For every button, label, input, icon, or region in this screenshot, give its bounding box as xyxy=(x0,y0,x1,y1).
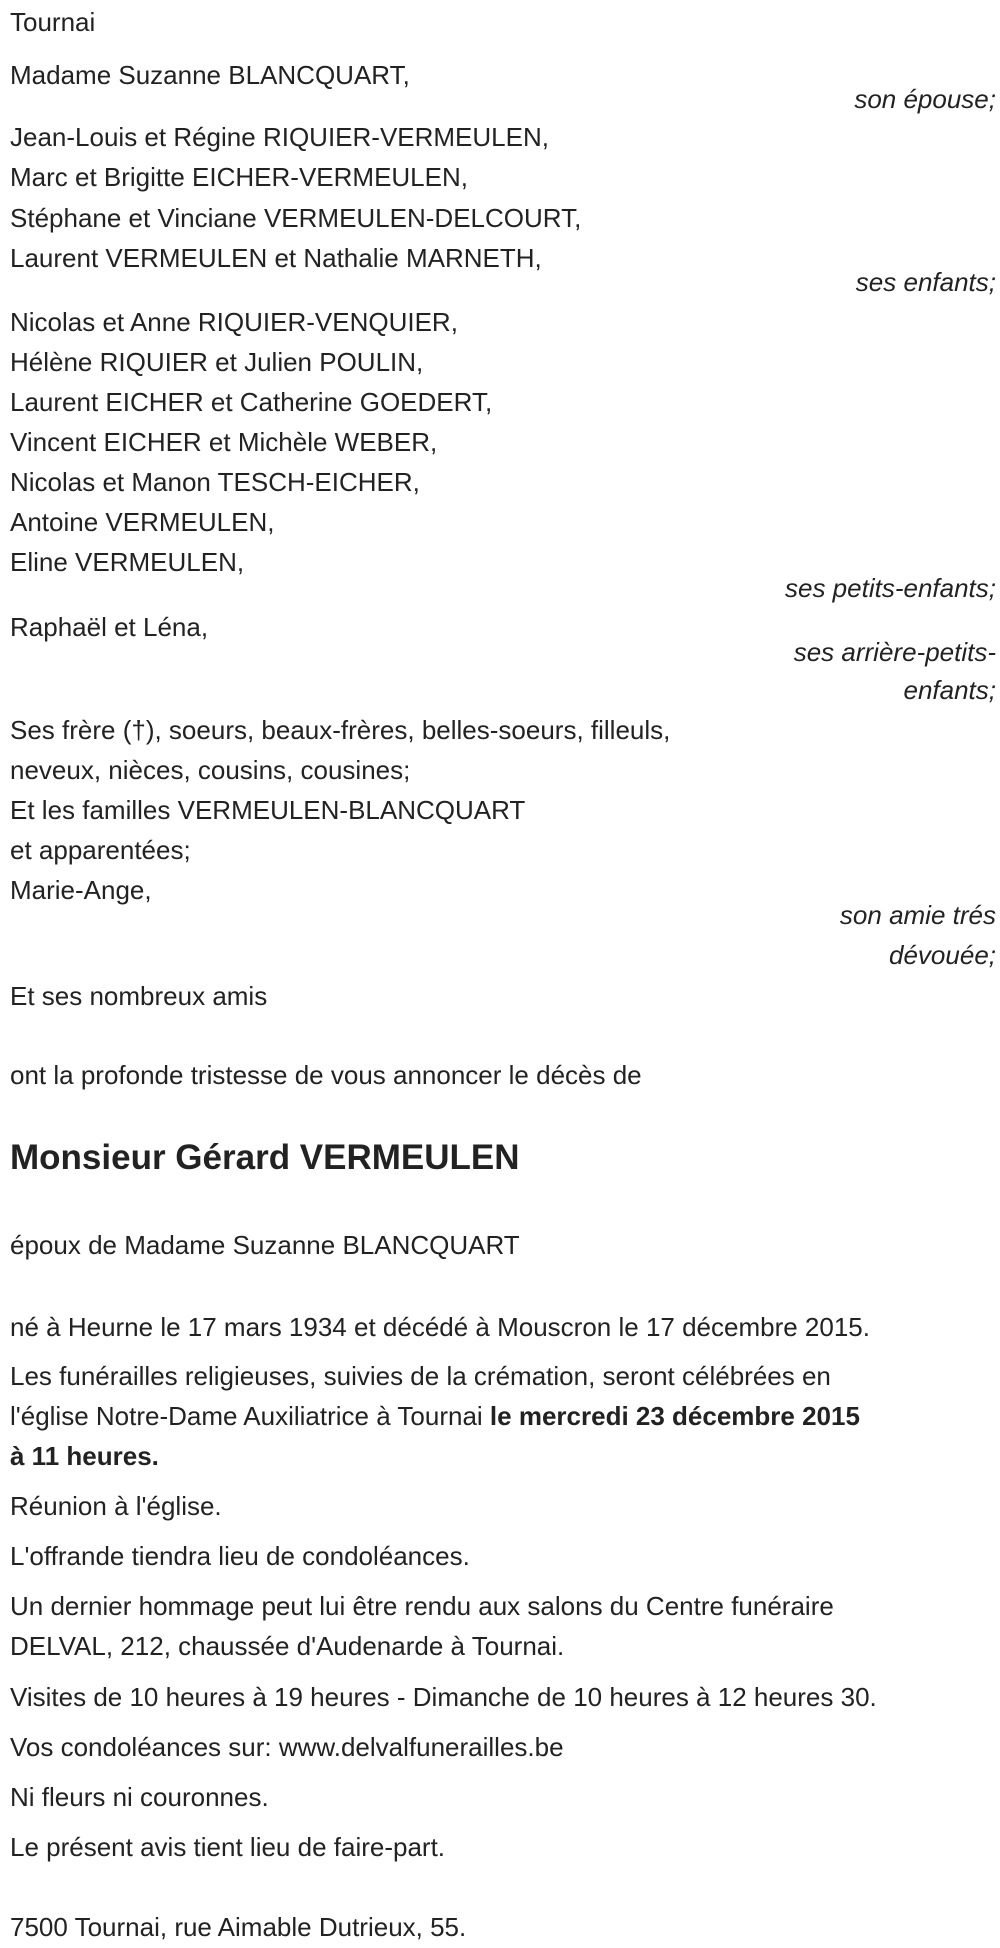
spouse-of: époux de Madame Suzanne BLANCQUART xyxy=(10,1230,520,1260)
deceased-name: Monsieur Gérard VERMEULEN xyxy=(10,1138,520,1177)
grandchild-name: Nicolas et Manon TESCH-EICHER, xyxy=(10,467,420,497)
friends: Et ses nombreux amis xyxy=(10,981,268,1011)
grandchild-name: Eline VERMEULEN, xyxy=(10,547,245,577)
friend-role: dévouée; xyxy=(889,940,996,970)
announcement: ont la profonde tristesse de vous annoncer le décès de xyxy=(10,1060,642,1090)
address: 7500 Tournai, rue Aimable Dutrieux, 55. xyxy=(10,1912,467,1942)
grandchild-name: Nicolas et Anne RIQUIER-VENQUIER, xyxy=(10,307,458,337)
grandchild-name: Antoine VERMEULEN, xyxy=(10,507,275,537)
grandchildren-role: ses petits-enfants; xyxy=(785,573,996,603)
funeral-text xyxy=(10,1396,860,1436)
children-role: ses enfants; xyxy=(855,267,996,297)
child-name: Jean-Louis et Régine RIQUIER-VERMEULEN, xyxy=(10,122,549,152)
birth-death: né à Heurne le 17 mars 1934 et décédé à Mouscron le 17 décembre 2015. xyxy=(10,1312,870,1342)
child-name: Stéphane et Vinciane VERMEULEN-DELCOURT, xyxy=(10,203,582,233)
city: Tournai xyxy=(10,7,96,37)
child-name: Marc et Brigitte EICHER-VERMEULEN, xyxy=(10,162,468,192)
funeral-date: le mercredi 23 décembre 2015 xyxy=(489,1401,860,1431)
funeral-text: Les funérailles religieuses, suivies de la crémation, seront célébrées en xyxy=(10,1361,831,1391)
family-line: Marie-Ange, xyxy=(10,875,152,905)
flowers: Ni fleurs ni couronnes. xyxy=(10,1782,269,1812)
offering: L'offrande tiendra lieu de condoléances. xyxy=(10,1541,470,1571)
spouse-role: son épouse; xyxy=(854,84,996,114)
funeral-time xyxy=(10,1436,159,1476)
condolences xyxy=(10,1727,564,1767)
funeral-place: l'église Notre-Dame Auxiliatrice à Tournai xyxy=(10,1401,490,1431)
funeral-time-text: à 11 heures. xyxy=(10,1441,159,1471)
grandchild-name: Hélène RIQUIER et Julien POULIN, xyxy=(10,347,424,377)
great-grandchildren-role: ses arrière-petits- xyxy=(793,637,996,667)
great-grandchildren-role: enfants; xyxy=(903,675,996,705)
family-line: Ses frère (†), soeurs, beaux-frères, belles-soeurs, filleuls, xyxy=(10,715,671,745)
spouse-name: Madame Suzanne BLANCQUART, xyxy=(10,60,410,90)
visits: Visites de 10 heures à 19 heures - Dimanche de 10 heures à 12 heures 30. xyxy=(10,1682,877,1712)
family-line: et apparentées; xyxy=(10,835,191,865)
condolences-label: Vos condoléances sur: xyxy=(10,1732,279,1762)
meeting: Réunion à l'église. xyxy=(10,1491,222,1521)
great-grandchild-name: Raphaël et Léna, xyxy=(10,612,209,642)
grandchild-name: Vincent EICHER et Michèle WEBER, xyxy=(10,427,438,457)
grandchild-name: Laurent EICHER et Catherine GOEDERT, xyxy=(10,387,493,417)
family-line: Et les familles VERMEULEN-BLANCQUART xyxy=(10,795,526,825)
tribute-text: Un dernier hommage peut lui être rendu aux salons du Centre funéraire xyxy=(10,1591,834,1621)
child-name: Laurent VERMEULEN et Nathalie MARNETH, xyxy=(10,243,542,273)
friend-role: son amie trés xyxy=(839,900,996,930)
family-line: neveux, nièces, cousins, cousines; xyxy=(10,755,411,785)
tribute-text: DELVAL, 212, chaussée d'Audenarde à Tournai. xyxy=(10,1631,565,1661)
notice: Le présent avis tient lieu de faire-part. xyxy=(10,1832,446,1862)
condolences-link[interactable]: www.delvalfunerailles.be xyxy=(278,1732,564,1762)
